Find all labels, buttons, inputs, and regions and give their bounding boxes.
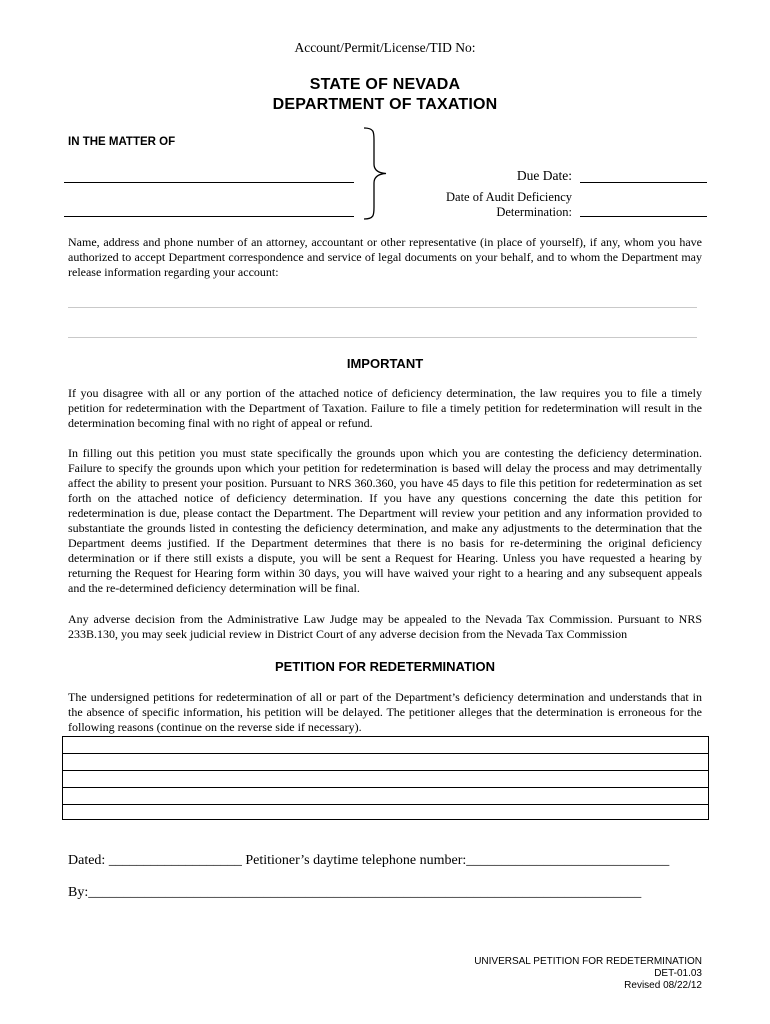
state-title: STATE OF NEVADA <box>309 76 461 93</box>
important-paragraph-1: If you disagree with all or any portion of the attached notice of deficiency determination, the law requires you to file a timely petition for redetermination with the Department of Taxation. Failure to file a timely petition for redetermination will result in the determination becoming final with no right of appeal or refund. <box>68 386 702 430</box>
petition-paragraph: The undersigned petitions for redetermination of all or part of the Department’s deficiency determination and understands that in the absence of specific information, his petition will be delayed. The petitioner alleges that the determination is erroneous for the following reasons (continue on the reverse side if necessary). <box>68 690 702 734</box>
reason-row-3[interactable] <box>63 771 708 788</box>
form-title-footer: UNIVERSAL PETITION FOR REDETERMINATION <box>474 956 702 967</box>
signature-by-line[interactable]: By:_______________________________________________________________________________ <box>68 885 642 900</box>
dated-and-phone-line[interactable]: Dated: ___________________ Petitioner’s daytime telephone number:_____________________________ <box>68 853 670 868</box>
in-the-matter-of-label: IN THE MATTER OF <box>68 136 176 148</box>
reason-row-5[interactable] <box>63 805 708 819</box>
important-paragraph-3: Any adverse decision from the Administrative Law Judge may be appealed to the Nevada Tax Commission. Pursuant to NRS 233B.130, you may seek judicial review in District Court of any adverse decision from the Nevada Tax Commission <box>68 612 702 641</box>
important-heading: IMPORTANT <box>346 356 424 371</box>
account-permit-license-label: Account/Permit/License/TID No: <box>294 40 476 55</box>
audit-determination-date-field[interactable] <box>580 216 707 217</box>
due-date-field[interactable] <box>580 182 707 183</box>
representative-line-1[interactable] <box>68 307 697 308</box>
petition-heading: PETITION FOR REDETERMINATION <box>274 659 496 674</box>
reasons-table <box>62 736 709 820</box>
audit-deficiency-label: Date of Audit Deficiency <box>446 190 572 204</box>
curly-brace-icon <box>360 126 390 221</box>
reason-row-1[interactable] <box>63 737 708 754</box>
representative-line-2[interactable] <box>68 337 697 338</box>
important-paragraph-2: In filling out this petition you must state specifically the grounds upon which you are contesting the deficiency determination. Failure to specify the grounds upon which your petition for redetermination is based will delay the process and may detrimentally affect the ability to present your position. Pursuant to NRS 360.360, you have 45 days to file this petition for redetermination as set forth on the attached notice of deficiency determination. If you have any questions concerning the date this petition for redetermination is due, please contact the Department. The Department will review your petition and any information provided to substantiate the grounds listed in contesting the deficiency determination, and make any adjustments to the determination that the Department deems justified. If the Department determines that there is no basis for re-determining the original deficiency determination or if there still exists a dispute, you will be sent a Request for Hearing. Unless you have requested a hearing by returning the Request for Hearing form within 30 days, you will have waived your right to a hearing and any subsequent appeals and the re-determined deficiency determination will be final. <box>68 446 702 595</box>
revision-date-footer: Revised 08/22/12 <box>624 980 702 991</box>
reason-row-2[interactable] <box>63 754 708 771</box>
department-title: DEPARTMENT OF TAXATION <box>272 96 498 113</box>
matter-address-line[interactable] <box>64 216 354 217</box>
determination-label: Determination: <box>496 205 572 219</box>
representative-instructions: Name, address and phone number of an attorney, accountant or other representative (in place of yourself), if any, whom you have authorized to accept Department correspondence and service of legal documents on your behalf, and to whom the Department may release information regarding your account: <box>68 235 702 279</box>
due-date-label: Due Date: <box>516 168 572 183</box>
form-number-footer: DET-01.03 <box>654 968 702 979</box>
matter-name-line[interactable] <box>64 182 354 183</box>
reason-row-4[interactable] <box>63 788 708 805</box>
